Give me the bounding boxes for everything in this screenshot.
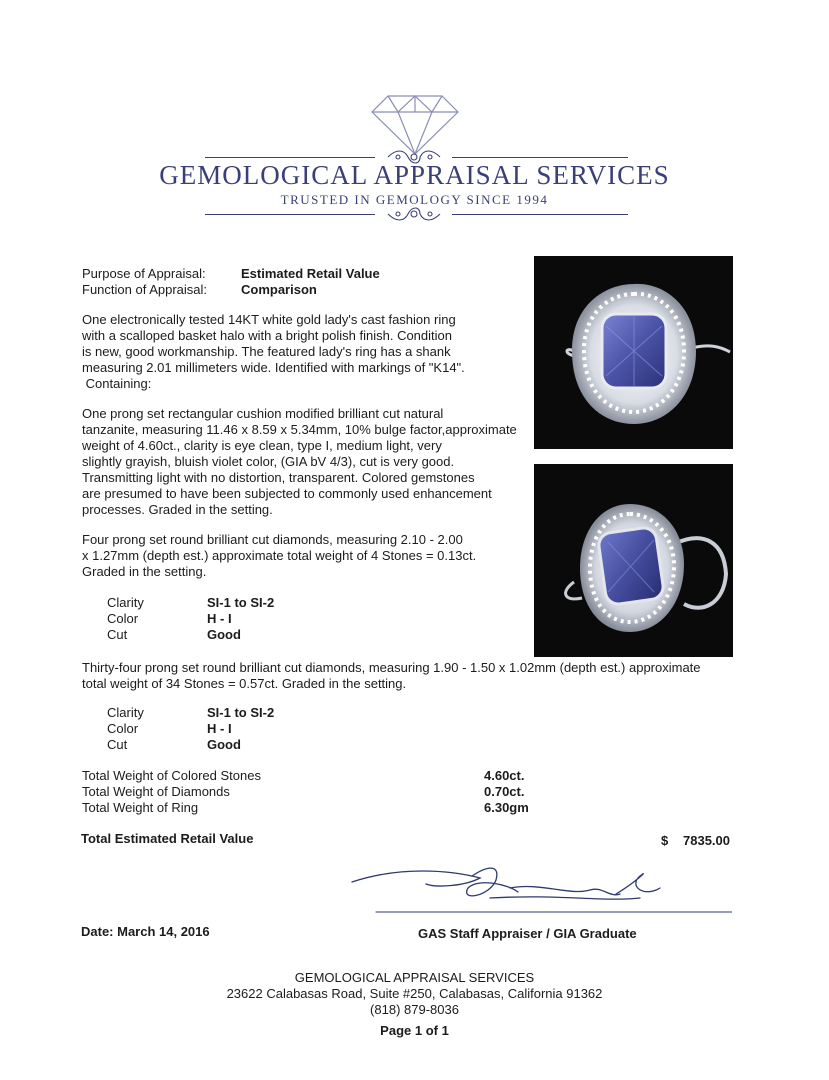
footer-phone: (818) 879-8036 (370, 1002, 459, 1017)
purpose-label: Purpose of Appraisal: (82, 266, 206, 281)
description-line: Containing: (82, 376, 152, 391)
retail-value-amount: 7835.00 (683, 833, 730, 848)
company-tagline: TRUSTED IN GEMOLOGY SINCE 1994 (280, 192, 549, 207)
grade-value-color: H - I (207, 611, 232, 626)
ornament-bottom-icon (386, 204, 442, 224)
grade-value-cut: Good (207, 627, 241, 642)
tanzanite-line: are presumed to have been subjected to commonly used enhancement (82, 486, 492, 501)
total-colored-stones-value: 4.60ct. (484, 768, 525, 783)
ring-description (82, 312, 465, 392)
footer-address: 23622 Calabasas Road, Suite #250, Calabasas, California 91362 (226, 986, 603, 1001)
function-label: Function of Appraisal: (82, 282, 208, 297)
diamonds-line: x 1.27mm (depth est.) approximate total weight of 4 Stones = 0.13ct. (82, 548, 477, 563)
retail-value-currency: $ (661, 833, 669, 848)
description-line: is new, good workmanship. The featured lady's ring has a shank (82, 344, 451, 359)
tanzanite-line: tanzanite, measuring 11.46 x 8.59 x 5.34mm, 10% bulge factor,approximate (82, 422, 517, 437)
appraiser-signature (340, 858, 732, 920)
grade-value-clarity: SI-1 to SI-2 (207, 595, 275, 610)
footer (0, 970, 829, 1039)
header-rule-top-right (452, 157, 628, 158)
tanzanite-line: processes. Graded in the setting. (82, 502, 273, 517)
total-diamonds-label: Total Weight of Diamonds (82, 784, 230, 799)
total-diamonds-value: 0.70ct. (484, 784, 525, 799)
description-line: with a scalloped basket halo with a bright polish finish. Condition (82, 328, 452, 343)
tanzanite-line: weight of 4.60ct., clarity is eye clean, type I, medium light, very (82, 438, 442, 453)
retail-value-label: Total Estimated Retail Value (81, 831, 254, 846)
header-rule-top-left (205, 157, 375, 158)
ring-top-view-image (534, 256, 733, 449)
grade-value-color: H - I (207, 721, 232, 736)
diamonds-line: total weight of 34 Stones = 0.57ct. Graded in the setting. (82, 676, 407, 691)
tanzanite-line: One prong set rectangular cushion modified brilliant cut natural (82, 406, 444, 421)
thirty-four-diamonds-description (82, 660, 701, 692)
appraiser-title: GAS Staff Appraiser / GIA Graduate (418, 926, 637, 941)
function-value: Comparison (241, 282, 317, 297)
description-line: One electronically tested 14KT white gold lady's cast fashion ring (82, 312, 456, 327)
grade-label-cut: Cut (107, 627, 128, 642)
grade-label-cut: Cut (107, 737, 128, 752)
tanzanite-description (82, 406, 534, 518)
total-ring-weight-value: 6.30gm (484, 800, 529, 815)
header-rule-bottom-left (205, 214, 375, 215)
ring-photo-top-view (534, 256, 733, 449)
diamonds-line: Four prong set round brilliant cut diamonds, measuring 2.10 - 2.00 (82, 532, 463, 547)
grade-label-clarity: Clarity (107, 595, 144, 610)
grade-label-color: Color (107, 721, 139, 736)
footer-company: GEMOLOGICAL APPRAISAL SERVICES (294, 970, 535, 985)
ring-angled-view-image (534, 464, 733, 657)
ring-photo-angled-view (534, 464, 733, 657)
description-line: measuring 2.01 millimeters wide. Identified with markings of "K14". (82, 360, 465, 375)
appraisal-date: Date: March 14, 2016 (81, 924, 210, 939)
tanzanite-line: Transmitting light with no distortion, transparent. Colored gemstones (82, 470, 475, 485)
four-diamonds-description (82, 532, 476, 580)
grade-label-clarity: Clarity (107, 705, 144, 720)
diamonds-line: Graded in the setting. (82, 564, 207, 579)
purpose-value: Estimated Retail Value (241, 266, 380, 281)
grade-value-clarity: SI-1 to SI-2 (207, 705, 275, 720)
grade-label-color: Color (107, 611, 139, 626)
page-number: Page 1 of 1 (380, 1023, 449, 1038)
total-colored-stones-label: Total Weight of Colored Stones (82, 768, 261, 783)
grade-value-cut: Good (207, 737, 241, 752)
diamonds-line: Thirty-four prong set round brilliant cut diamonds, measuring 1.90 - 1.50 x 1.02mm (depth est.) approximate (82, 660, 701, 675)
header-rule-bottom-right (452, 214, 628, 215)
total-ring-weight-label: Total Weight of Ring (82, 800, 199, 815)
tanzanite-line: slightly grayish, bluish violet color, (GIA bV 4/3), cut is very good. (82, 454, 455, 469)
company-name-heading: GEMOLOGICAL APPRAISAL SERVICES (159, 160, 670, 190)
